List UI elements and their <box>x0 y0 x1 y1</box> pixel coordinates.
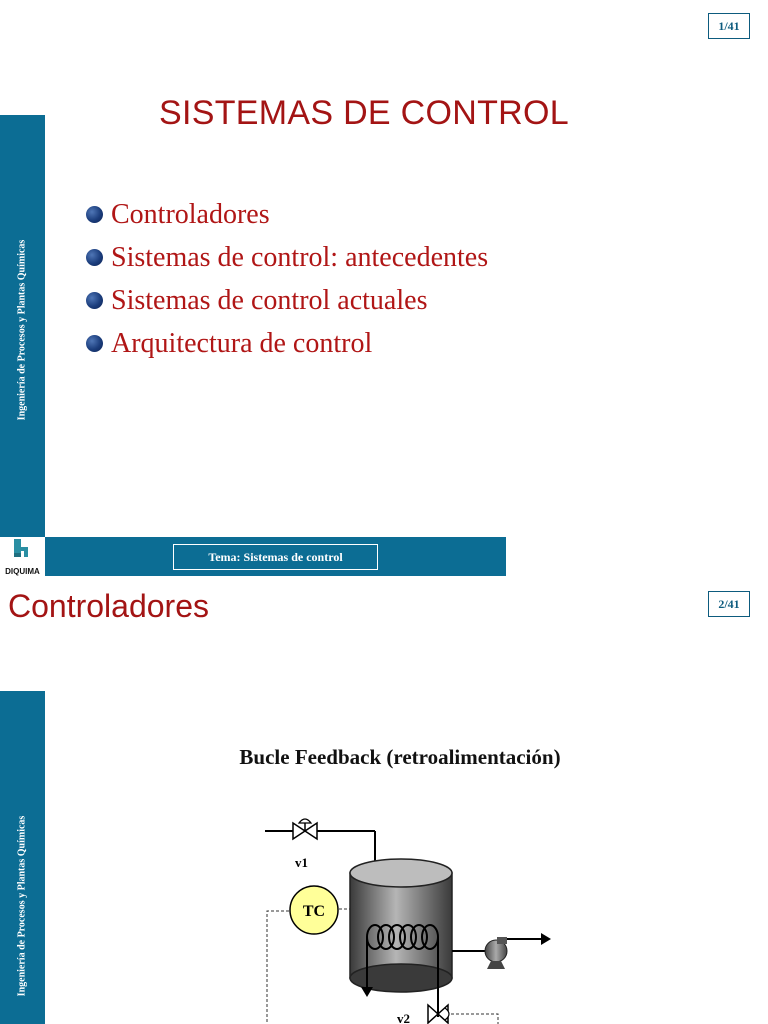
bullet-item: Arquitectura de control <box>86 322 488 365</box>
bullet-icon <box>86 292 103 309</box>
valve-v1-label: v1 <box>295 855 308 870</box>
page-number: 1/41 <box>708 13 750 39</box>
sidebar <box>0 691 45 1024</box>
valve-v1-icon <box>293 819 317 839</box>
sidebar <box>0 115 45 537</box>
slide-title: SISTEMAS DE CONTROL <box>159 94 569 132</box>
temperature-controller <box>290 886 338 934</box>
logo-text: DIQUIMA <box>5 567 40 576</box>
pump-icon <box>485 937 507 969</box>
bullet-icon <box>86 249 103 266</box>
sidebar-text: Ingeniería de Procesos y Plantas Químicas <box>16 239 28 421</box>
bullet-item: Sistemas de control actuales <box>86 279 488 322</box>
diagram-subtitle: Bucle Feedback (retroalimentación) <box>239 745 561 769</box>
footer-topic: Tema: Sistemas de control <box>173 544 378 570</box>
bullet-item: Sistemas de control: antecedentes <box>86 236 488 279</box>
bullet-icon <box>86 206 103 223</box>
slide-title: Controladores <box>8 588 209 624</box>
bullet-item: Controladores <box>86 193 488 236</box>
page-number: 2/41 <box>708 591 750 617</box>
sidebar-text: Ingeniería de Procesos y Plantas Químicas <box>16 815 28 997</box>
bullet-icon <box>86 335 103 352</box>
feedback-loop-diagram <box>255 811 565 1024</box>
valve-v2-label: v2 <box>397 1011 410 1024</box>
slide-2 <box>0 576 768 1024</box>
logo-icon <box>0 537 45 567</box>
controller-label: TC <box>302 903 326 920</box>
bullet-list <box>86 193 488 365</box>
diquima-logo <box>0 537 45 576</box>
